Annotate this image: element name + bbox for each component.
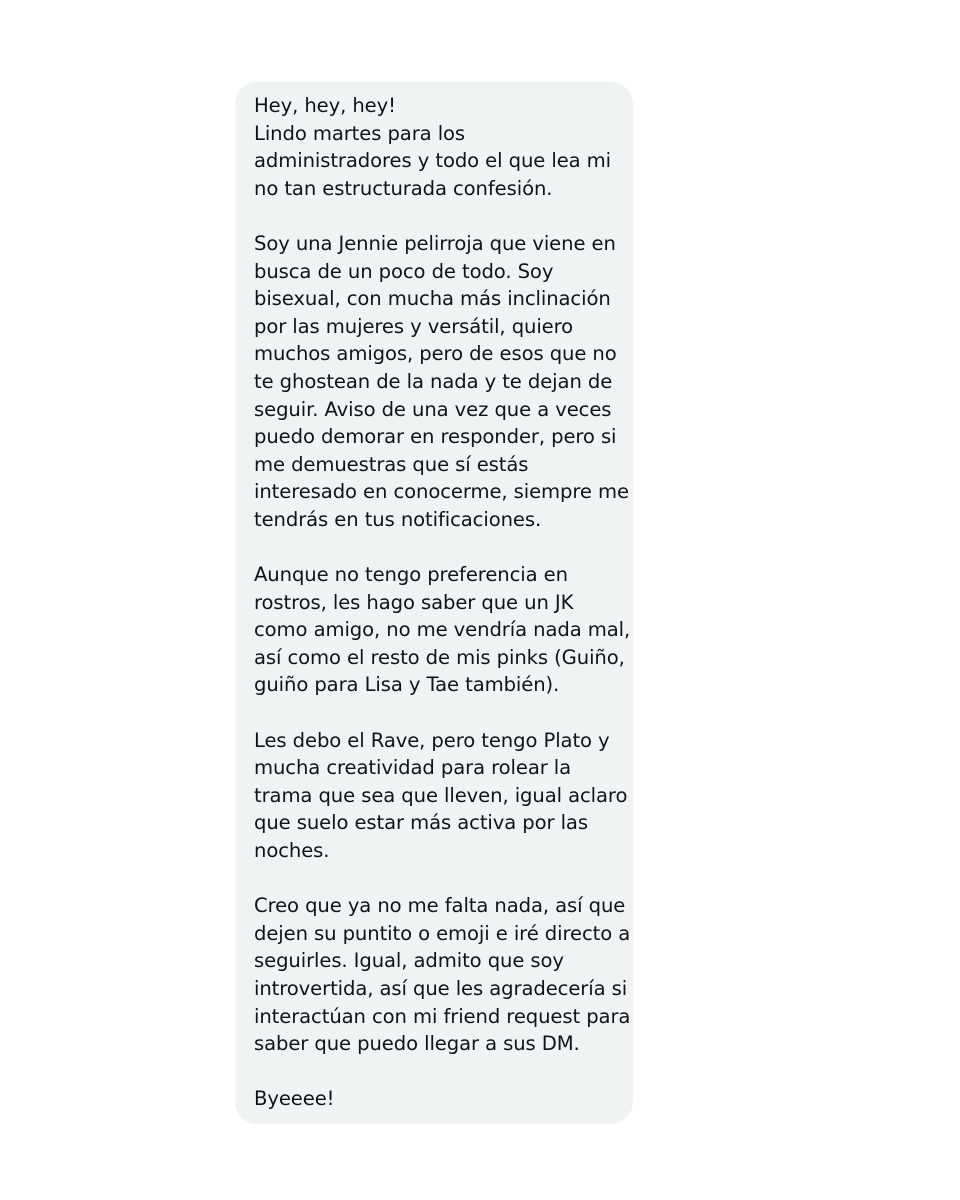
message-line: busca de un poco de todo. Soy (254, 259, 554, 283)
message-paragraph (254, 561, 631, 699)
paragraph-spacer (254, 202, 621, 230)
message-paragraph (254, 230, 629, 534)
message-paragraph (254, 892, 631, 1058)
message-line: Lindo martes para los (254, 121, 466, 145)
message-line: Les debo el Rave, pero tengo Plato y (254, 728, 610, 752)
message-line: muchos amigos, pero de esos que no (254, 342, 617, 366)
message-line: rostros, les hago saber que un JK (254, 590, 574, 614)
message-line: saber que puedo llegar a sus DM. (254, 1032, 580, 1056)
message-line: me demuestras que sí estás (254, 452, 529, 476)
paragraph-spacer (254, 865, 621, 893)
message-line: seguirles. Igual, admito que soy (254, 949, 564, 973)
message-line: administradores y todo el que lea mi (254, 149, 612, 173)
message-line: puedo demorar en responder, pero si (254, 425, 617, 449)
message-line: guiño para Lisa y Tae también). (254, 673, 560, 697)
message-line: mucha creatividad para rolear la (254, 756, 572, 780)
message-line: te ghostean de la nada y te dejan de (254, 369, 613, 393)
message-line: Byeeee! (254, 1087, 335, 1111)
message-line: bisexual, con mucha más inclinación (254, 287, 611, 311)
message-line: Hey, hey, hey! (254, 94, 396, 117)
paragraph-spacer (254, 1058, 621, 1086)
message-paragraph (254, 727, 628, 865)
message-line: interactúan con mi friend request para (254, 1004, 631, 1028)
message-line: Creo que ya no me falta nada, así que (254, 894, 626, 918)
message-text (254, 92, 631, 1113)
message-paragraph (254, 1085, 621, 1113)
paragraph-spacer (254, 534, 621, 562)
message-line: introvertida, así que les agradecería si (254, 977, 628, 1000)
message-line: Soy una Jennie pelirroja que viene en (254, 231, 616, 255)
message-line: por las mujeres y versátil, quiero (254, 314, 574, 338)
message-line: Aunque no tengo preferencia en (254, 563, 568, 587)
message-line: que suelo estar más activa por las (254, 811, 588, 835)
message-line: noches. (254, 839, 330, 863)
message-line: no tan estructurada confesión. (254, 176, 553, 200)
message-line: como amigo, no me vendría nada mal, (254, 618, 631, 642)
message-line: dejen su puntito o emoji e iré directo a (254, 921, 631, 945)
message-line: trama que sea que lleven, igual aclaro (254, 783, 628, 807)
message-paragraph (254, 92, 621, 202)
message-line: interesado en conocerme, siempre me (254, 480, 629, 504)
message-line: tendrás en tus notificaciones. (254, 507, 542, 531)
paragraph-spacer (254, 699, 621, 727)
message-line: seguir. Aviso de una vez que a veces (254, 397, 612, 421)
message-bubble (235, 82, 633, 1124)
message-line: así como el resto de mis pinks (Guiño, (254, 645, 625, 669)
